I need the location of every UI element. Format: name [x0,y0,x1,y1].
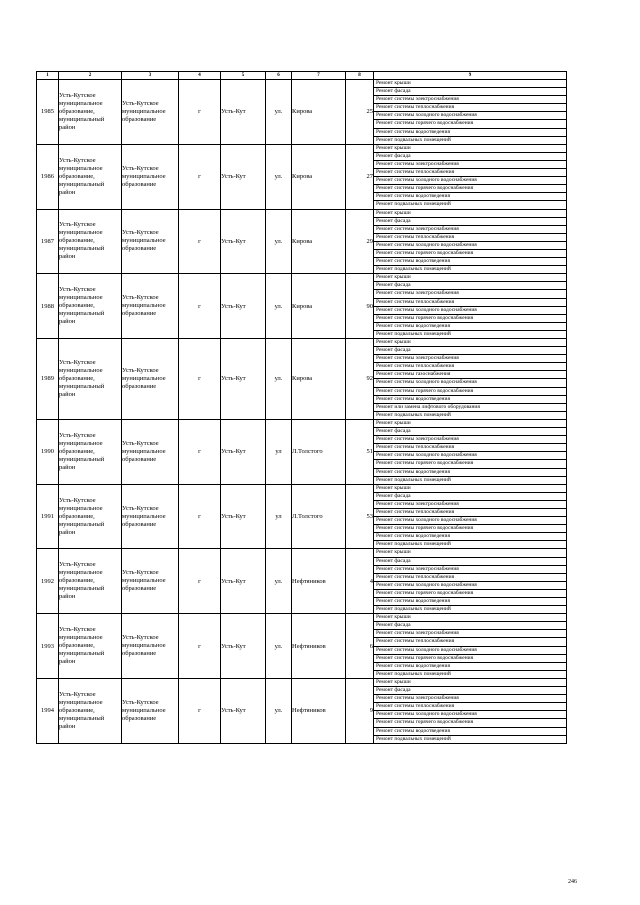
settlement-type: г [179,678,221,743]
work-item: Ремонт системы теплоснабжения [374,104,566,112]
row-number: 1990 [37,419,59,484]
work-item: Ремонт крыши [374,274,566,282]
house-number: 53 [346,484,374,549]
street-name: Л.Толстого [292,419,346,484]
settlement-type: г [179,274,221,339]
settlement-type: г [179,339,221,420]
work-item: Ремонт системы горячего водоснабжения [374,719,566,727]
municipal-district: Усть-Кутское муниципальное образование, муниципальный район [59,80,122,145]
settlement-type: г [179,209,221,274]
municipal-formation: Усть-Кутское муниципальное образование [122,549,179,614]
work-item: Ремонт крыши [374,549,566,557]
work-item: Ремонт системы горячего водоснабжения [374,460,566,468]
work-item: Ремонт системы водоотведения [374,598,566,606]
works-list [374,80,566,144]
work-item: Ремонт системы газоснабжения [374,371,566,379]
work-item: Ремонт фасада [374,347,566,355]
municipal-formation: Усть-Кутское муниципальное образование [122,339,179,420]
settlement-type: г [179,419,221,484]
works-cell [374,614,567,679]
work-item: Ремонт системы теплоснабжения [374,444,566,452]
work-item: Ремонт системы электроснабжения [374,226,566,234]
settlement-type: г [179,549,221,614]
work-item: Ремонт фасада [374,153,566,161]
work-item: Ремонт подвальных помещений [376,476,451,483]
work-item: Ремонт системы водоотведения [374,323,566,331]
works-list [374,679,566,743]
municipal-formation: Усть-Кутское муниципальное образование [122,614,179,679]
header-col-9: 9 [374,72,567,80]
street-name: Кирова [292,209,346,274]
municipal-district: Усть-Кутское муниципальное образование, муниципальный район [59,678,122,743]
works-cell [374,80,567,145]
settlement-type: г [179,144,221,209]
table-row [37,484,567,549]
work-item: Ремонт системы водоотведения [374,728,566,736]
work-item: Ремонт системы теплоснабжения [374,638,566,646]
work-item: Ремонт фасада [374,493,566,501]
row-number: 1985 [37,80,59,145]
work-item: Ремонт системы теплоснабжения [374,574,566,582]
work-item: Ремонт крыши [374,80,566,88]
works-cell [374,678,567,743]
works-list [374,274,566,338]
house-number: 4 [346,549,374,614]
municipal-district: Усть-Кутское муниципальное образование, муниципальный район [59,549,122,614]
municipal-formation: Усть-Кутское муниципальное образование [122,274,179,339]
work-item: Ремонт системы холодного водоснабжения [374,112,566,120]
work-item: Ремонт системы горячего водоснабжения [374,388,566,396]
work-item: Ремонт системы водоотведения [374,663,566,671]
work-item: Ремонт фасада [374,88,566,96]
row-number: 1991 [37,484,59,549]
street-type: ул. [266,549,292,614]
work-item: Ремонт системы холодного водоснабжения [374,582,566,590]
street-type: ул. [266,614,292,679]
work-item: Ремонт фасада [374,218,566,226]
municipal-district: Усть-Кутское муниципальное образование, муниципальный район [59,484,122,549]
work-item: Ремонт фасада [374,558,566,566]
header-col-1: 1 [37,72,59,80]
street-name: Нефтяников [292,614,346,679]
street-name: Л.Толстого [292,484,346,549]
municipal-formation: Усть-Кутское муниципальное образование [122,484,179,549]
works-cell [374,274,567,339]
municipal-district: Усть-Кутское муниципальное образование, муниципальный район [59,209,122,274]
work-item: Ремонт системы холодного водоснабжения [374,647,566,655]
work-item: Ремонт системы холодного водоснабжения [374,242,566,250]
street-type: ул. [266,80,292,145]
work-item: Ремонт системы теплоснабжения [374,363,566,371]
work-item: Ремонт системы теплоснабжения [374,703,566,711]
header-col-4: 4 [179,72,221,80]
street-type: ул. [266,144,292,209]
work-item: Ремонт подвальных помещений [376,606,451,613]
work-item: Ремонт подвальных помещений [376,411,451,418]
settlement-name: Усть-Кут [221,209,266,274]
work-item: Ремонт крыши [374,210,566,218]
header-col-7: 7 [292,72,346,80]
municipal-formation: Усть-Кутское муниципальное образование [122,419,179,484]
house-number: 90 [346,274,374,339]
works-list [374,549,566,613]
works-cell [374,419,567,484]
work-item: Ремонт системы холодного водоснабжения [374,379,566,387]
works-list [374,145,566,209]
works-cell [374,484,567,549]
work-item: Ремонт системы горячего водоснабжения [374,315,566,323]
header-row [37,72,567,80]
house-number: 25 [346,80,374,145]
street-name: Кирова [292,144,346,209]
work-item: Ремонт системы горячего водоснабжения [374,525,566,533]
street-name: Нефтяников [292,678,346,743]
work-item: Ремонт системы водоотведения [374,533,566,541]
work-item: Ремонт системы холодного водоснабжения [374,177,566,185]
street-type: ул. [266,339,292,420]
work-item: Ремонт системы электроснабжения [374,355,566,363]
table-row [37,339,567,420]
header-col-6: 6 [266,72,292,80]
header-col-8: 8 [346,72,374,80]
works-cell [374,144,567,209]
row-number: 1989 [37,339,59,420]
work-item: Ремонт системы теплоснабжения [374,299,566,307]
work-item: Ремонт подвальных помещений [376,541,451,548]
work-item: Ремонт подвальных помещений [376,136,451,143]
works-list [374,614,566,678]
house-number: 27 [346,144,374,209]
works-cell [374,209,567,274]
house-number: 92 [346,339,374,420]
work-item: Ремонт системы электроснабжения [374,161,566,169]
works-list [374,485,566,549]
street-type: ул [266,484,292,549]
settlement-name: Усть-Кут [221,549,266,614]
table-row [37,80,567,145]
work-item: Ремонт фасада [374,282,566,290]
work-item: Ремонт системы водоотведения [374,193,566,201]
work-item: Ремонт системы холодного водоснабжения [374,452,566,460]
house-number: 51 [346,419,374,484]
municipal-formation: Усть-Кутское муниципальное образование [122,144,179,209]
street-name: Кирова [292,274,346,339]
repair-registry-table [36,71,567,744]
municipal-formation: Усть-Кутское муниципальное образование [122,678,179,743]
table-row [37,678,567,743]
work-item: Ремонт подвальных помещений [376,670,451,677]
work-item: Ремонт системы горячего водоснабжения [374,655,566,663]
work-item: Ремонт подвальных помещений [376,201,451,208]
work-item: Ремонт системы водоотведения [374,469,566,477]
work-item: Ремонт системы водоотведения [374,129,566,137]
work-item: Ремонт системы холодного водоснабжения [374,517,566,525]
settlement-name: Усть-Кут [221,678,266,743]
row-number: 1993 [37,614,59,679]
work-item: Ремонт системы горячего водоснабжения [374,120,566,128]
municipal-district: Усть-Кутское муниципальное образование, муниципальный район [59,274,122,339]
municipal-formation: Усть-Кутское муниципальное образование [122,80,179,145]
municipal-district: Усть-Кутское муниципальное образование, муниципальный район [59,419,122,484]
work-item: Ремонт крыши [374,420,566,428]
street-name: Кирова [292,80,346,145]
page-number: 246 [568,879,577,885]
work-item: Ремонт системы электроснабжения [374,290,566,298]
table-row [37,549,567,614]
house-number: 6 [346,614,374,679]
row-number: 1987 [37,209,59,274]
municipal-district: Усть-Кутское муниципальное образование, муниципальный район [59,144,122,209]
settlement-name: Усть-Кут [221,80,266,145]
work-item: Ремонт системы теплоснабжения [374,509,566,517]
house-number: 29 [346,209,374,274]
works-list [374,210,566,274]
work-item: Ремонт системы холодного водоснабжения [374,307,566,315]
work-item: Ремонт крыши [374,679,566,687]
settlement-name: Усть-Кут [221,419,266,484]
municipal-district: Усть-Кутское муниципальное образование, муниципальный район [59,614,122,679]
settlement-name: Усть-Кут [221,614,266,679]
work-item: Ремонт системы водоотведения [374,396,566,404]
work-item: Ремонт системы теплоснабжения [374,234,566,242]
work-item: Ремонт системы электроснабжения [374,501,566,509]
work-item: Ремонт фасада [374,687,566,695]
header-col-5: 5 [221,72,266,80]
settlement-name: Усть-Кут [221,144,266,209]
settlement-type: г [179,484,221,549]
works-list [374,339,566,419]
municipal-formation: Усть-Кутское муниципальное образование [122,209,179,274]
work-item: Ремонт системы горячего водоснабжения [374,250,566,258]
work-item: Ремонт системы электроснабжения [374,630,566,638]
registry-body [37,80,567,744]
work-item: Ремонт фасада [374,622,566,630]
work-item: Ремонт фасада [374,428,566,436]
settlement-name: Усть-Кут [221,274,266,339]
work-item: Ремонт системы электроснабжения [374,566,566,574]
settlement-name: Усть-Кут [221,339,266,420]
row-number: 1988 [37,274,59,339]
table-row [37,209,567,274]
settlement-type: г [179,80,221,145]
municipal-district: Усть-Кутское муниципальное образование, муниципальный район [59,339,122,420]
table-row [37,614,567,679]
row-number: 1994 [37,678,59,743]
settlement-name: Усть-Кут [221,484,266,549]
work-item: Ремонт или замена лифтового оборудования [374,404,566,412]
house-number: 9 [346,678,374,743]
work-item: Ремонт крыши [374,339,566,347]
work-item: Ремонт крыши [374,145,566,153]
street-name: Кирова [292,339,346,420]
work-item: Ремонт системы электроснабжения [374,436,566,444]
work-item: Ремонт системы холодного водоснабжения [374,711,566,719]
work-item: Ремонт системы электроснабжения [374,695,566,703]
row-number: 1992 [37,549,59,614]
street-type: ул. [266,678,292,743]
works-cell [374,549,567,614]
work-item: Ремонт системы водоотведения [374,258,566,266]
work-item: Ремонт системы горячего водоснабжения [374,590,566,598]
street-type: ул [266,419,292,484]
work-item: Ремонт системы теплоснабжения [374,169,566,177]
work-item: Ремонт крыши [374,485,566,493]
work-item: Ремонт системы горячего водоснабжения [374,185,566,193]
header-col-3: 3 [122,72,179,80]
works-list [374,420,566,484]
settlement-type: г [179,614,221,679]
works-cell [374,339,567,420]
table-row [37,144,567,209]
work-item: Ремонт подвальных помещений [376,330,451,337]
work-item: Ремонт системы электроснабжения [374,96,566,104]
street-type: ул. [266,209,292,274]
table-row [37,419,567,484]
street-name: Нефтяников [292,549,346,614]
street-type: ул. [266,274,292,339]
row-number: 1986 [37,144,59,209]
work-item: Ремонт подвальных помещений [376,266,451,273]
header-col-2: 2 [59,72,122,80]
work-item: Ремонт крыши [374,614,566,622]
work-item: Ремонт подвальных помещений [376,735,451,742]
table-row [37,274,567,339]
